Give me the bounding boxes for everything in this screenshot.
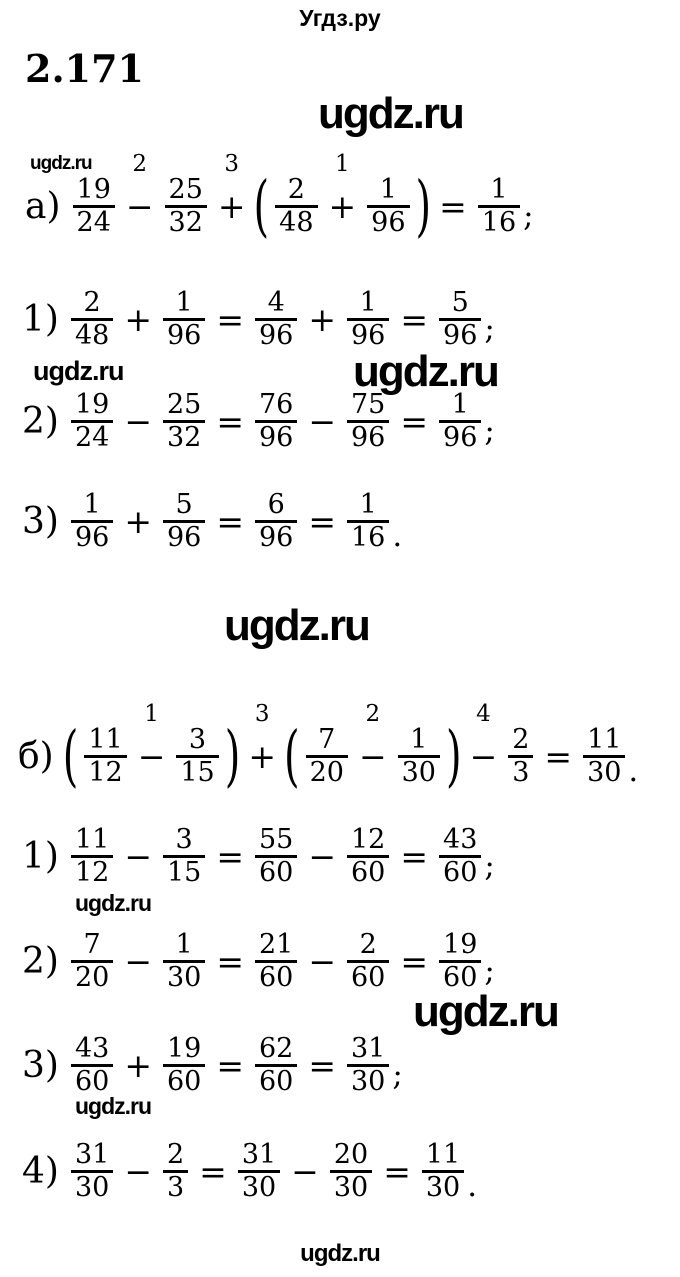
step-mark: 3 (224, 151, 240, 178)
fraction (439, 390, 481, 453)
denominator: 32 (165, 205, 207, 238)
fraction (347, 930, 389, 993)
step-label: 1) (22, 835, 59, 877)
numerator: 12 (351, 824, 386, 855)
denominator: 60 (255, 855, 297, 888)
numerator: 2 (166, 1139, 185, 1170)
fraction (255, 930, 297, 993)
denominator: 96 (347, 420, 389, 453)
equation (71, 490, 402, 553)
operator (216, 1046, 244, 1086)
numerator: 19 (76, 174, 111, 205)
equation-label: б) (18, 735, 54, 777)
numerator: 20 (333, 1139, 369, 1170)
left-parenthesis: ( (283, 718, 300, 795)
operator (358, 701, 387, 777)
punctuation: ; (523, 198, 534, 235)
operator-sign: = (400, 942, 429, 982)
operator-sign: = (216, 502, 244, 542)
watermark-footer: ugdz.ru (300, 1240, 380, 1267)
equation (62, 701, 639, 795)
fraction (306, 725, 348, 788)
denominator: 30 (330, 1170, 372, 1203)
denominator: 30 (163, 960, 205, 993)
denominator: 30 (238, 1170, 280, 1203)
numerator: 5 (451, 287, 469, 318)
step-label: 4) (22, 1150, 59, 1192)
denominator: 30 (422, 1170, 464, 1203)
denominator: 12 (71, 855, 113, 888)
numerator: 43 (74, 1033, 110, 1064)
punctuation: ; (484, 848, 495, 885)
denominator: 96 (163, 520, 205, 553)
denominator: 16 (347, 520, 389, 553)
operator (400, 837, 429, 877)
step-label: 1) (22, 298, 59, 340)
step-label: 2) (22, 940, 59, 982)
denominator: 96 (347, 318, 389, 351)
step-label: 2) (22, 400, 59, 442)
operator-sign: + (217, 187, 246, 227)
operator-sign: + (124, 1046, 152, 1086)
numerator: 31 (74, 1139, 110, 1170)
numerator: 19 (443, 929, 478, 960)
equation-row-a-step1 (22, 288, 495, 351)
numerator: 31 (351, 1033, 386, 1064)
operator-sign: + (328, 187, 357, 227)
numerator: 75 (351, 389, 386, 420)
denominator: 48 (275, 205, 317, 238)
operator-sign: − (137, 737, 166, 777)
punctuation: ; (392, 1057, 403, 1094)
watermark: ugdz.ru (413, 987, 558, 1036)
denominator: 60 (255, 1064, 297, 1097)
denominator: 20 (71, 960, 113, 993)
numerator: 6 (267, 489, 285, 520)
operator-sign: = (199, 1152, 227, 1192)
operator (308, 300, 336, 340)
punctuation: ; (484, 311, 495, 348)
denominator: 96 (255, 318, 297, 351)
numerator: 11 (425, 1139, 461, 1170)
operator-sign: − (308, 402, 336, 442)
operator-sign: + (124, 502, 152, 542)
denominator: 96 (255, 520, 297, 553)
operator (308, 502, 336, 542)
fraction (367, 175, 409, 238)
operator-sign: + (124, 300, 152, 340)
operator (124, 837, 152, 877)
watermark: ugdz.ru (30, 153, 92, 174)
operator-sign: = (216, 837, 244, 877)
fraction (163, 390, 205, 453)
operator (383, 1152, 411, 1192)
operator-sign: − (124, 1152, 152, 1192)
operator-sign: − (291, 1152, 319, 1192)
denominator: 96 (367, 205, 409, 238)
denominator: 24 (73, 205, 115, 238)
operator-sign: − (124, 837, 152, 877)
numerator: 43 (443, 824, 478, 855)
operator-sign: = (400, 402, 429, 442)
operator (124, 402, 152, 442)
numerator: 21 (258, 929, 294, 960)
operator-sign: = (308, 502, 336, 542)
step-mark: 1 (144, 701, 159, 728)
right-parenthesis: ) (445, 718, 462, 795)
watermark: ugdz.ru (75, 890, 152, 916)
fraction (347, 490, 389, 553)
operator (308, 837, 336, 877)
fraction (71, 825, 113, 888)
left-parenthesis: ( (253, 168, 270, 245)
operator-sign: = (383, 1152, 411, 1192)
fraction (163, 825, 205, 888)
equation-row-a-step2 (22, 390, 495, 453)
fraction (255, 288, 297, 351)
operator (291, 1152, 319, 1192)
operator-sign: − (358, 737, 387, 777)
fraction (422, 1140, 464, 1203)
punctuation: ; (484, 953, 495, 990)
numerator: 2 (512, 724, 530, 755)
fraction (583, 725, 625, 788)
fraction (275, 175, 317, 238)
left-parenthesis: ( (62, 718, 79, 795)
fraction (163, 1140, 188, 1203)
denominator: 3 (163, 1170, 188, 1203)
fraction (439, 930, 481, 993)
equation-row-b-step2 (22, 930, 495, 993)
numerator: 1 (175, 929, 193, 960)
operator (216, 502, 244, 542)
numerator: 1 (410, 724, 428, 755)
fraction (163, 288, 205, 351)
operator (137, 701, 166, 777)
fraction (255, 390, 297, 453)
numerator: 62 (258, 1033, 294, 1064)
denominator: 60 (163, 1064, 205, 1097)
operator-sign: = (439, 187, 467, 227)
numerator: 4 (267, 287, 285, 318)
punctuation: . (628, 753, 639, 790)
equation (71, 288, 495, 351)
denominator: 30 (398, 755, 440, 788)
watermark: ugdz.ru (224, 601, 369, 650)
operator (308, 1046, 336, 1086)
numerator: 3 (175, 824, 193, 855)
equation (71, 1034, 403, 1097)
fraction (71, 390, 113, 453)
operator (216, 300, 244, 340)
operator-sign: = (216, 1046, 244, 1086)
denominator: 30 (347, 1064, 389, 1097)
operator (216, 942, 244, 982)
operator-sign: = (400, 300, 429, 340)
fraction (165, 175, 207, 238)
operator (328, 151, 357, 227)
equation (71, 390, 495, 453)
numerator: 11 (88, 724, 123, 755)
watermark: ugdz.ru (33, 356, 124, 386)
numerator: 2 (83, 287, 101, 318)
numerator: 76 (258, 389, 294, 420)
operator (469, 701, 498, 777)
fraction (71, 490, 113, 553)
equation (71, 825, 495, 888)
fraction (255, 1034, 297, 1097)
numerator: 7 (318, 724, 336, 755)
numerator: 55 (258, 824, 294, 855)
numerator: 11 (587, 724, 622, 755)
step-mark: 2 (132, 151, 148, 178)
punctuation: . (467, 1168, 478, 1205)
fraction (478, 175, 520, 238)
numerator: 19 (74, 389, 110, 420)
numerator: 3 (188, 724, 207, 755)
operator-sign: = (216, 402, 244, 442)
equation-row-b-step4 (22, 1140, 477, 1203)
operator-sign: − (308, 942, 336, 982)
numerator: 25 (166, 389, 202, 420)
fraction (508, 725, 533, 788)
denominator: 96 (439, 318, 481, 351)
operator (216, 402, 244, 442)
operator (308, 402, 336, 442)
denominator: 16 (478, 205, 520, 238)
operator-sign: = (400, 837, 429, 877)
denominator: 96 (255, 420, 297, 453)
denominator: 60 (439, 960, 481, 993)
watermark: ugdz.ru (75, 1093, 152, 1119)
operator (124, 1152, 152, 1192)
operator-sign: − (469, 737, 498, 777)
fraction (71, 288, 113, 351)
operator (199, 1152, 227, 1192)
operator-sign: + (248, 737, 276, 777)
numerator: 1 (359, 287, 377, 318)
operator (400, 942, 429, 982)
right-parenthesis: ) (415, 168, 432, 245)
equation-label: а) (25, 185, 61, 227)
operator-sign: − (308, 837, 336, 877)
operator (400, 300, 429, 340)
punctuation: . (392, 518, 403, 555)
fraction (255, 825, 297, 888)
problem-number: 2.171 (25, 46, 144, 91)
watermark: ugdz.ru (353, 347, 498, 396)
operator-sign: = (216, 942, 244, 982)
fraction (71, 1140, 113, 1203)
operator-sign: − (124, 402, 152, 442)
numerator: 5 (175, 489, 193, 520)
numerator: 1 (359, 489, 377, 520)
step-mark: 4 (476, 701, 491, 728)
denominator: 96 (71, 520, 113, 553)
fraction (163, 1034, 205, 1097)
denominator: 12 (84, 755, 126, 788)
step-mark: 1 (335, 151, 350, 178)
punctuation: ; (484, 413, 495, 450)
denominator: 30 (583, 755, 625, 788)
operator (216, 837, 244, 877)
denominator: 32 (163, 420, 205, 453)
equation-row-b-step3 (22, 1034, 403, 1097)
denominator: 96 (163, 318, 205, 351)
operator (124, 502, 152, 542)
fraction (398, 725, 440, 788)
denominator: 24 (71, 420, 113, 453)
operator (124, 1046, 152, 1086)
site-header: Угдз.ру (299, 5, 381, 31)
operator (124, 942, 152, 982)
operator (248, 701, 276, 777)
denominator: 60 (255, 960, 297, 993)
operator (124, 300, 152, 340)
fraction (176, 725, 218, 788)
operator (308, 942, 336, 982)
operator (217, 151, 246, 227)
operator-sign: + (308, 300, 336, 340)
numerator: 11 (74, 824, 110, 855)
equation (71, 1140, 477, 1203)
equation (71, 930, 495, 993)
equation-row-a-step3 (22, 490, 402, 553)
denominator: 48 (71, 318, 113, 351)
operator-sign: = (544, 737, 573, 777)
denominator: 96 (439, 420, 481, 453)
denominator: 15 (176, 755, 218, 788)
equation-row-b-main (18, 701, 639, 795)
right-parenthesis: ) (224, 718, 241, 795)
numerator: 1 (490, 174, 508, 205)
operator (400, 402, 429, 442)
operator (544, 737, 573, 777)
step-mark: 2 (365, 701, 381, 728)
operator-sign: − (124, 942, 152, 982)
numerator: 25 (168, 174, 203, 205)
numerator: 31 (241, 1139, 277, 1170)
numerator: 1 (175, 287, 193, 318)
fraction (347, 825, 389, 888)
denominator: 30 (71, 1170, 113, 1203)
denominator: 3 (508, 755, 533, 788)
operator (125, 151, 154, 227)
step-label: 3) (22, 500, 59, 542)
numerator: 2 (359, 929, 377, 960)
fraction (439, 288, 481, 351)
fraction (347, 1034, 389, 1097)
denominator: 20 (306, 755, 348, 788)
fraction (238, 1140, 280, 1203)
operator-sign: = (216, 300, 244, 340)
fraction (347, 390, 389, 453)
numerator: 7 (83, 929, 101, 960)
fraction (163, 490, 205, 553)
watermark: ugdz.ru (318, 89, 463, 138)
denominator: 60 (439, 855, 481, 888)
operator-sign: − (125, 187, 154, 227)
operator (439, 187, 467, 227)
denominator: 60 (347, 960, 389, 993)
fraction (347, 288, 389, 351)
fraction (73, 175, 115, 238)
fraction (71, 1034, 113, 1097)
fraction (71, 930, 113, 993)
numerator: 19 (166, 1033, 202, 1064)
numerator: 1 (379, 174, 397, 205)
fraction (84, 725, 126, 788)
step-label: 3) (22, 1044, 59, 1086)
numerator: 1 (451, 389, 469, 420)
equation-row-b-step1 (22, 825, 495, 888)
fraction (439, 825, 481, 888)
fraction (330, 1140, 372, 1203)
denominator: 15 (163, 855, 205, 888)
denominator: 60 (347, 855, 389, 888)
denominator: 60 (71, 1064, 113, 1097)
operator-sign: = (308, 1046, 336, 1086)
step-mark: 3 (254, 701, 270, 728)
numerator: 2 (287, 174, 305, 205)
fraction (255, 490, 297, 553)
numerator: 1 (83, 489, 101, 520)
fraction (163, 930, 205, 993)
equation (73, 151, 534, 245)
